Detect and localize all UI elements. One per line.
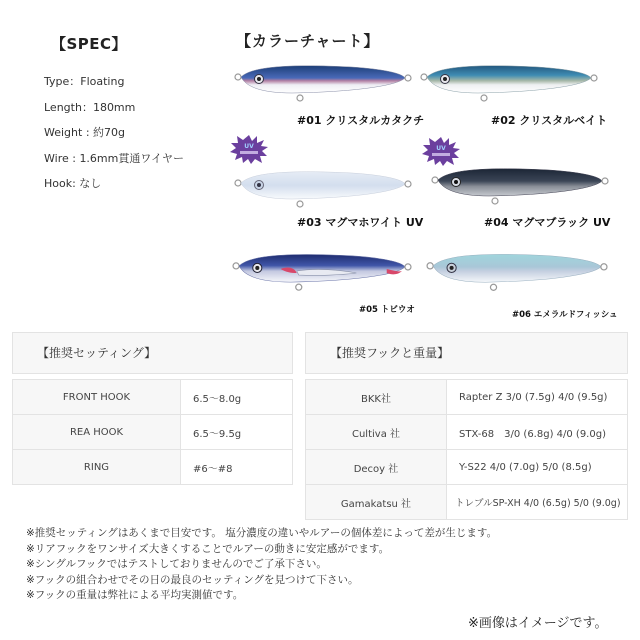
note-line: ※推奨セッティングはあくまで目安です。 塩分濃度の違いやルアーの個体差によって差が生じます。 bbox=[26, 527, 498, 539]
hook-brand: BKK社 bbox=[306, 380, 447, 415]
svg-text:UV: UV bbox=[244, 143, 254, 150]
lure-03-label: #03 マグマホワイト UV bbox=[297, 216, 424, 229]
hook-model: トレブルSP-XH 4/0 (6.5g) 5/0 (9.0g) bbox=[447, 485, 628, 520]
hook-model: Rapter Z 3/0 (7.5g) 4/0 (9.5g) bbox=[447, 380, 628, 415]
spec-wire: Wire : 1.6mm貫通ワイヤー bbox=[44, 151, 185, 165]
hook-model: STX-68 3/0 (6.8g) 4/0 (9.0g) bbox=[447, 415, 628, 450]
note-line: ※シングルフックではテストしておりませんのでご了承下さい。 bbox=[26, 558, 327, 570]
table-row bbox=[13, 415, 293, 450]
spec-title: 【SPEC】 bbox=[51, 35, 128, 53]
lure-03-image bbox=[232, 168, 412, 212]
table-row bbox=[13, 450, 293, 485]
recommended-setting-table bbox=[12, 379, 293, 485]
setting-key: RING bbox=[13, 450, 181, 485]
lure-02-image bbox=[418, 62, 598, 106]
spec-length: Length：180mm bbox=[44, 100, 136, 114]
table-row bbox=[13, 380, 293, 415]
note-line: ※フックの組合わせでその日の最良のセッティングを見つけて下さい。 bbox=[26, 573, 359, 586]
lure-04 bbox=[424, 165, 614, 209]
uv-badge-icon bbox=[229, 134, 269, 164]
table-row bbox=[306, 485, 628, 520]
image-disclaimer: ※画像はイメージです。 bbox=[468, 616, 608, 631]
spec-hook: Hook: なし bbox=[44, 177, 102, 190]
table-row bbox=[306, 380, 628, 415]
lure-05-label: #05 トビウオ bbox=[359, 305, 415, 315]
lure-03 bbox=[232, 168, 412, 212]
hook-brand: Gamakatsu 社 bbox=[306, 485, 447, 520]
notes bbox=[26, 526, 497, 604]
lure-05 bbox=[230, 250, 412, 296]
note-line: ※リアフックをワンサイズ大きくすることでルアーの動きに安定感がでます。 bbox=[26, 542, 390, 555]
table-row bbox=[306, 415, 628, 450]
lure-01-image bbox=[232, 62, 412, 106]
uv-badge-icon bbox=[421, 136, 461, 166]
color-chart-title: 【カラーチャート】 bbox=[236, 32, 380, 50]
setting-value: #6～#8 bbox=[181, 450, 293, 485]
lure-02-label: #02 クリスタルベイト bbox=[491, 114, 608, 127]
setting-value: 6.5～8.0g bbox=[181, 380, 293, 415]
recommended-hooks-title: 【推奨フックと重量】 bbox=[305, 332, 628, 374]
lure-01 bbox=[232, 62, 412, 106]
lure-06-image bbox=[424, 250, 608, 296]
recommended-hooks-table bbox=[305, 379, 628, 520]
lure-01-label: #01 クリスタルカタクチ bbox=[297, 114, 425, 127]
setting-key: REA HOOK bbox=[13, 415, 181, 450]
svg-text:UV: UV bbox=[436, 145, 446, 152]
spec-list bbox=[44, 74, 184, 202]
table-row bbox=[306, 450, 628, 485]
setting-key: FRONT HOOK bbox=[13, 380, 181, 415]
lure-06-label: #06 エメラルドフィッシュ bbox=[512, 310, 618, 320]
hook-model: Y-S22 4/0 (7.0g) 5/0 (8.5g) bbox=[447, 450, 628, 485]
spec-type: Type：Floating bbox=[44, 75, 125, 88]
note-line: ※フックの重量は弊社による平均実測値です。 bbox=[26, 589, 244, 601]
lure-02 bbox=[418, 62, 598, 106]
lure-04-label: #04 マグマブラック UV bbox=[484, 216, 611, 229]
lure-05-image bbox=[230, 250, 412, 296]
hook-brand: Decoy 社 bbox=[306, 450, 447, 485]
setting-value: 6.5～9.5g bbox=[181, 415, 293, 450]
lure-04-image bbox=[424, 165, 614, 209]
hook-brand: Cultiva 社 bbox=[306, 415, 447, 450]
recommended-setting-title: 【推奨セッティング】 bbox=[12, 332, 293, 374]
lure-06 bbox=[424, 250, 608, 296]
spec-weight: Weight : 約70g bbox=[44, 126, 126, 139]
